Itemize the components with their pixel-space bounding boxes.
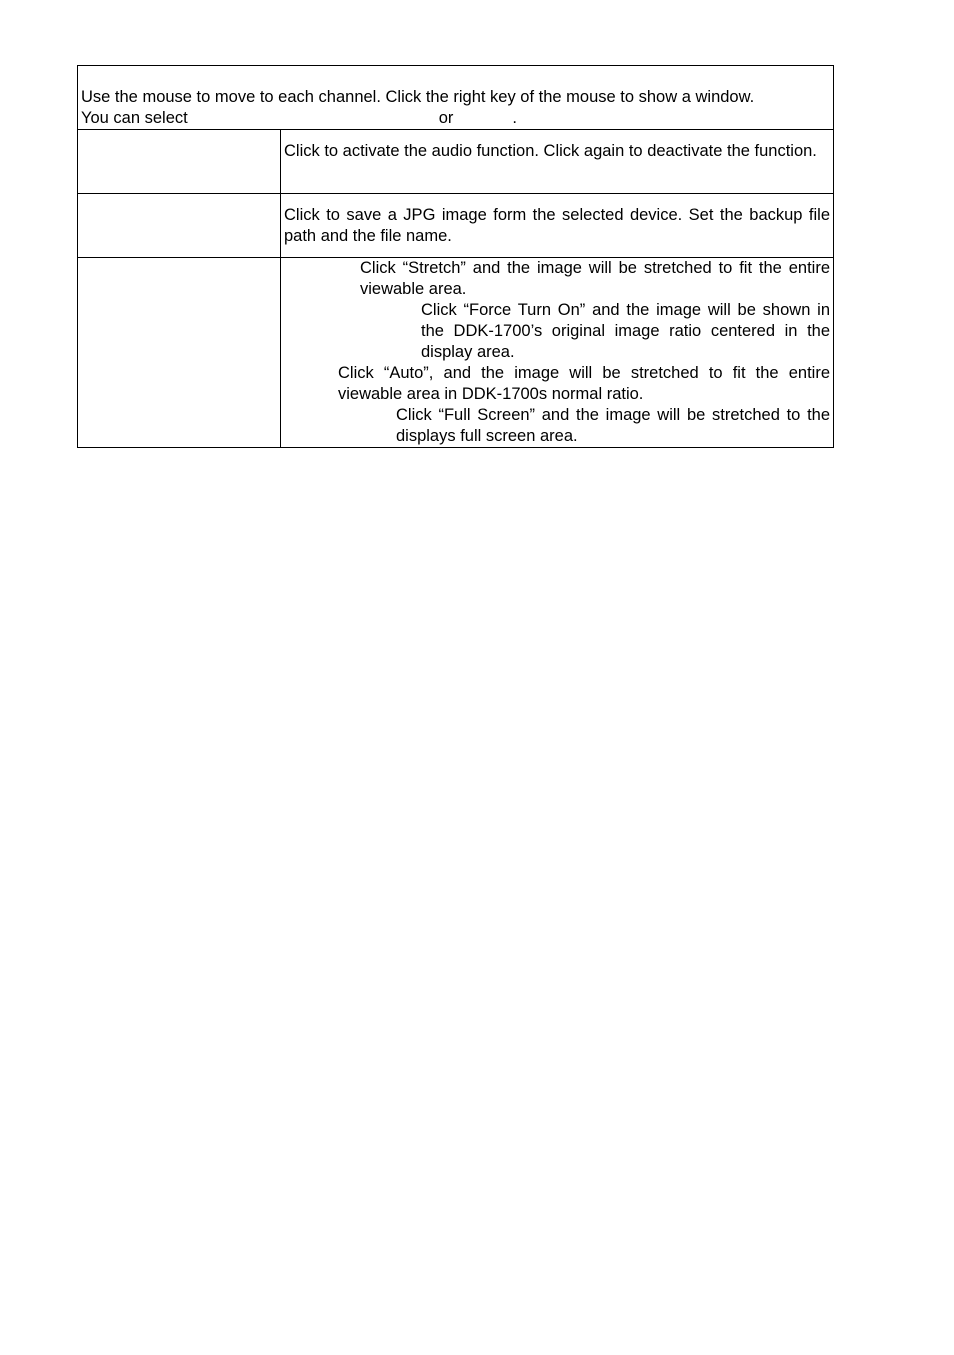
row-description-display-ratio bbox=[281, 258, 834, 448]
ratio-option-auto: Click “Auto”, and the image will be stretched to fit the entire viewable area in DDK-1700s normal ratio. bbox=[338, 364, 831, 403]
row-label-cell bbox=[78, 130, 281, 194]
row-label-cell bbox=[78, 258, 281, 448]
table-row-audio bbox=[78, 130, 834, 194]
table-row-snapshot bbox=[78, 194, 834, 258]
intro-select-text: You can select bbox=[81, 109, 188, 127]
table-row-display-ratio bbox=[78, 258, 834, 448]
intro-or-text: or bbox=[438, 109, 454, 127]
function-table bbox=[77, 65, 834, 448]
intro-line-2 bbox=[81, 108, 830, 129]
row-label-cell bbox=[78, 194, 281, 258]
row-description-audio: Click to activate the audio function. Click again to deactivate the function. bbox=[281, 130, 834, 194]
ratio-option-stretch: Click “Stretch” and the image will be stretched to fit the entire viewable area. bbox=[360, 259, 831, 298]
intro-line-1: Use the mouse to move to each channel. Click the right key of the mouse to show a window. bbox=[81, 88, 755, 106]
ratio-option-force-turn-on: Click “Force Turn On” and the image will be shown in the DDK-1700’s original image ratio centered in the display area. bbox=[421, 301, 831, 361]
intro-row bbox=[78, 66, 834, 130]
row-description-snapshot: Click to save a JPG image form the selected device. Set the backup file path and the file name. bbox=[281, 194, 834, 258]
intro-cell bbox=[78, 66, 834, 130]
intro-period: . bbox=[512, 109, 517, 127]
ratio-option-full-screen: Click “Full Screen” and the image will be stretched to the displays full screen area. bbox=[396, 406, 831, 445]
